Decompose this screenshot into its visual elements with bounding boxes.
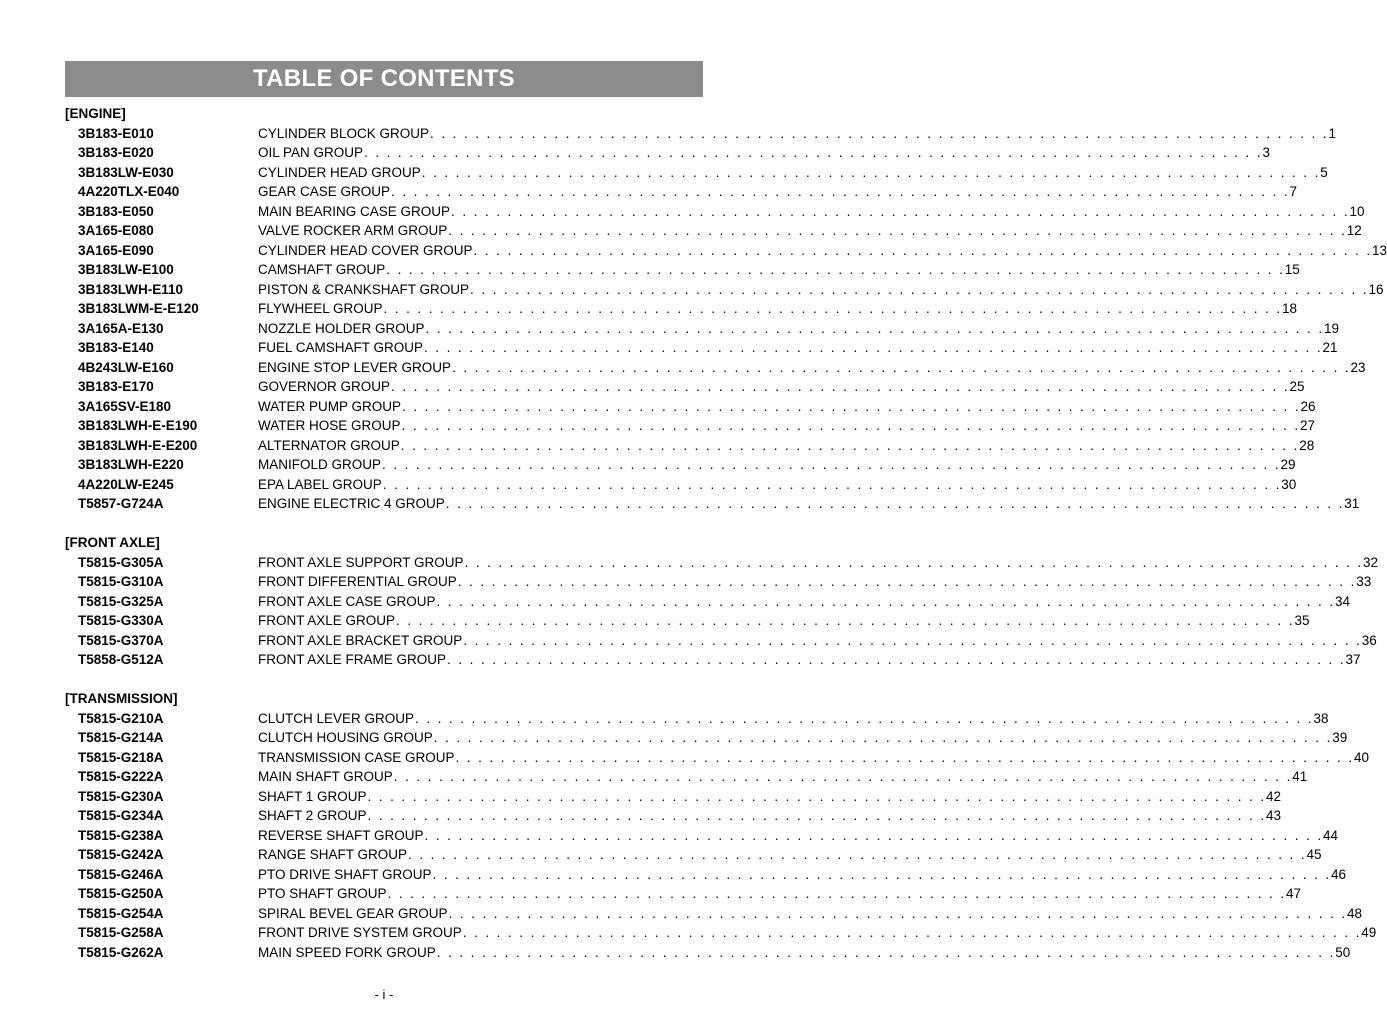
entry-line <box>258 319 1340 339</box>
dot-leader: . . . . . . . . . . . . . . . . . . . . . . . . . . . . . . . . . . . . . . . . . . . . . . . . . . . . . . . . . . . . . . . . . . . . . . . . . . . . . . . . <box>463 632 1362 648</box>
entry-line <box>258 143 1271 163</box>
part-code: 3B183-E010 <box>78 125 154 141</box>
toc-entry[interactable] <box>65 748 1370 768</box>
group-title: NOZZLE HOLDER GROUP <box>258 320 425 336</box>
entry-line <box>258 358 1366 378</box>
entry-line <box>258 767 1308 787</box>
part-code: 4A220TLX-E040 <box>78 184 180 199</box>
dot-leader: . . . . . . . . . . . . . . . . . . . . . . . . . . . . . . . . . . . . . . . . . . . . . . . . . . . . . . . . . . . . . . . . . . . . . . . . . . . . . . . . <box>393 769 1293 784</box>
group-title: CLUTCH LEVER GROUP <box>258 710 415 726</box>
part-code: 3B183LWM-E-E120 <box>78 301 199 316</box>
dot-leader: . . . . . . . . . . . . . . . . . . . . . . . . . . . . . . . . . . . . . . . . . . . . . . . . . . . . . . . . . . . . . . . . . . . . . . . . . . . . . . . . <box>473 242 1373 258</box>
toc-entry[interactable] <box>65 826 1339 846</box>
group-title: FRONT AXLE SUPPORT GROUP <box>258 554 464 570</box>
group-title: OIL PAN GROUP <box>258 145 364 160</box>
group-title: FRONT AXLE GROUP <box>258 613 396 628</box>
page-number: 38 <box>1313 710 1329 726</box>
group-title: FRONT DIFFERENTIAL GROUP <box>258 574 457 589</box>
section-header: [FRONT AXLE] <box>65 535 160 550</box>
toc-entry[interactable] <box>65 280 1384 300</box>
part-code: 3A165A-E130 <box>78 320 164 336</box>
part-code: T5815-G262A <box>78 944 164 960</box>
entry-line <box>258 338 1338 358</box>
dot-leader: . . . . . . . . . . . . . . . . . . . . . . . . . . . . . . . . . . . . . . . . . . . . . . . . . . . . . . . . . . . . . . . . . . . . . . . . . . . . . . . . <box>448 223 1347 238</box>
part-code: 3B183-E140 <box>78 340 154 355</box>
group-title: TRANSMISSION CASE GROUP <box>258 749 455 765</box>
page-title: TABLE OF CONTENTS <box>253 65 515 92</box>
page-number: 48 <box>1347 905 1363 921</box>
entry-line <box>258 163 1328 183</box>
entry-line <box>258 845 1322 865</box>
entry-line <box>258 299 1298 319</box>
dot-leader: . . . . . . . . . . . . . . . . . . . . . . . . . . . . . . . . . . . . . . . . . . . . . . . . . . . . . . . . . . . . . . . . . . . . . . . . . . . . . . . . <box>386 262 1285 277</box>
entry-line <box>258 260 1300 280</box>
page-number: 50 <box>1335 944 1351 960</box>
group-title: SHAFT 2 GROUP <box>258 808 367 823</box>
toc-entry[interactable] <box>65 631 1377 651</box>
page-number: 21 <box>1322 340 1338 355</box>
part-code: 3A165-E090 <box>78 242 154 258</box>
dot-leader: . . . . . . . . . . . . . . . . . . . . . . . . . . . . . . . . . . . . . . . . . . . . . . . . . . . . . . . . . . . . . . . . . . . . . . . . . . . . . . . . <box>432 866 1331 882</box>
part-code: T5815-G242A <box>78 847 164 862</box>
group-title: FRONT AXLE CASE GROUP <box>258 593 436 609</box>
toc-entry[interactable] <box>65 416 1316 436</box>
part-code: T5815-G250A <box>78 886 164 901</box>
part-code: T5815-G310A <box>78 574 164 589</box>
dot-leader: . . . . . . . . . . . . . . . . . . . . . . . . . . . . . . . . . . . . . . . . . . . . . . . . . . . . . . . . . . . . . . . . . . . . . . . . . . . . . . . . <box>396 613 1295 628</box>
entry-line <box>258 377 1305 397</box>
part-code: T5815-G370A <box>78 632 164 648</box>
entry-line <box>258 221 1362 241</box>
part-code: T5858-G512A <box>78 652 164 667</box>
entry-line <box>258 787 1282 807</box>
group-title: FLYWHEEL GROUP <box>258 301 383 316</box>
dot-leader: . . . . . . . . . . . . . . . . . . . . . . . . . . . . . . . . . . . . . . . . . . . . . . . . . . . . . . . . . . . . . . . . . . . . . . . . . . . . . . . . <box>464 554 1364 570</box>
dot-leader: . . . . . . . . . . . . . . . . . . . . . . . . . . . . . . . . . . . . . . . . . . . . . . . . . . . . . . . . . . . . . . . . . . . . . . . . . . . . . . . . <box>451 203 1350 219</box>
group-title: FRONT AXLE FRAME GROUP <box>258 652 447 667</box>
group-title: SHAFT 1 GROUP <box>258 788 367 804</box>
group-title: REVERSE SHAFT GROUP <box>258 827 424 843</box>
group-title: WATER PUMP GROUP <box>258 398 402 414</box>
group-title: RANGE SHAFT GROUP <box>258 847 408 862</box>
toc-entry[interactable] <box>65 163 1328 183</box>
section-header: [TRANSMISSION] <box>65 691 178 706</box>
page-number: 23 <box>1350 359 1366 375</box>
part-code: 3A165SV-E180 <box>78 398 172 414</box>
part-code: 3B183LW-E030 <box>78 164 174 180</box>
entry-line <box>258 124 1337 144</box>
dot-leader: . . . . . . . . . . . . . . . . . . . . . . . . . . . . . . . . . . . . . . . . . . . . . . . . . . . . . . . . . . . . . . . . . . . . . . . . . . . . . . . . <box>382 476 1282 492</box>
toc-entry[interactable] <box>65 767 1308 787</box>
dot-leader: . . . . . . . . . . . . . . . . . . . . . . . . . . . . . . . . . . . . . . . . . . . . . . . . . . . . . . . . . . . . . . . . . . . . . . . . . . . . . . . . <box>436 944 1336 960</box>
part-code: 4A220LW-E245 <box>78 476 174 492</box>
group-title: GOVERNOR GROUP <box>258 379 391 394</box>
entry-line <box>258 416 1316 436</box>
group-title: EPA LABEL GROUP <box>258 476 382 492</box>
toc-entry[interactable] <box>65 592 1351 612</box>
entry-line <box>258 650 1361 670</box>
part-code: T5815-G246A <box>78 866 164 882</box>
dot-leader: . . . . . . . . . . . . . . . . . . . . . . . . . . . . . . . . . . . . . . . . . . . . . . . . . . . . . . . . . . . . . . . . . . . . . . . . . . . . . . . . <box>430 125 1329 141</box>
table-of-contents <box>65 104 1387 982</box>
part-code: 4B243LW-E160 <box>78 359 174 375</box>
group-title: FRONT DRIVE SYSTEM GROUP <box>258 925 462 940</box>
part-code: 3B183LWH-E110 <box>78 281 184 297</box>
group-title: CYLINDER HEAD GROUP <box>258 164 421 180</box>
toc-entry[interactable] <box>65 124 1337 144</box>
toc-section <box>65 533 1379 670</box>
part-code: 3A165-E080 <box>78 223 154 238</box>
group-title: WATER HOSE GROUP <box>258 418 401 433</box>
group-title: GEAR CASE GROUP <box>258 184 391 199</box>
part-code: T5815-G234A <box>78 808 164 823</box>
dot-leader: . . . . . . . . . . . . . . . . . . . . . . . . . . . . . . . . . . . . . . . . . . . . . . . . . . . . . . . . . . . . . . . . . . . . . . . . . . . . . . . . <box>433 730 1333 745</box>
group-title: FRONT AXLE BRACKET GROUP <box>258 632 463 648</box>
toc-entry[interactable] <box>65 455 1296 475</box>
page-number: 42 <box>1266 788 1282 804</box>
part-code: 3B183-E170 <box>78 379 154 394</box>
toc-entry[interactable] <box>65 338 1338 358</box>
part-code: T5815-G330A <box>78 613 164 628</box>
page-number: 28 <box>1299 437 1315 453</box>
page-number: 33 <box>1356 574 1372 589</box>
dot-leader: . . . . . . . . . . . . . . . . . . . . . . . . . . . . . . . . . . . . . . . . . . . . . . . . . . . . . . . . . . . . . . . . . . . . . . . . . . . . . . . . <box>387 886 1286 901</box>
entry-line <box>258 397 1316 417</box>
part-code: T5815-G222A <box>78 769 164 784</box>
group-title: FUEL CAMSHAFT GROUP <box>258 340 424 355</box>
dot-leader: . . . . . . . . . . . . . . . . . . . . . . . . . . . . . . . . . . . . . . . . . . . . . . . . . . . . . . . . . . . . . . . . . . . . . . . . . . . . . . . . <box>462 925 1362 940</box>
entry-line <box>258 611 1310 631</box>
page-number: 31 <box>1344 496 1360 511</box>
page-number: 10 <box>1349 203 1365 219</box>
entry-line <box>258 943 1351 963</box>
group-title: PTO SHAFT GROUP <box>258 886 387 901</box>
entry-line <box>258 475 1297 495</box>
part-code: T5815-G210A <box>78 710 164 726</box>
toc-entry[interactable] <box>65 572 1372 592</box>
page-number: 37 <box>1345 652 1361 667</box>
page-number: 7 <box>1289 184 1298 199</box>
group-title: CLUTCH HOUSING GROUP <box>258 730 433 745</box>
part-code: 3B183LW-E100 <box>78 262 174 277</box>
part-code: T5815-G238A <box>78 827 164 843</box>
part-code: T5815-G214A <box>78 730 164 745</box>
page-number: 19 <box>1324 320 1340 336</box>
entry-line <box>258 884 1302 904</box>
dot-leader: . . . . . . . . . . . . . . . . . . . . . . . . . . . . . . . . . . . . . . . . . . . . . . . . . . . . . . . . . . . . . . . . . . . . . . . . . . . . . . . . <box>367 808 1266 823</box>
dot-leader: . . . . . . . . . . . . . . . . . . . . . . . . . . . . . . . . . . . . . . . . . . . . . . . . . . . . . . . . . . . . . . . . . . . . . . . . . . . . . . . . <box>448 905 1348 921</box>
dot-leader: . . . . . . . . . . . . . . . . . . . . . . . . . . . . . . . . . . . . . . . . . . . . . . . . . . . . . . . . . . . . . . . . . . . . . . . . . . . . . . . . <box>455 749 1354 765</box>
dot-leader: . . . . . . . . . . . . . . . . . . . . . . . . . . . . . . . . . . . . . . . . . . . . . . . . . . . . . . . . . . . . . . . . . . . . . . . . . . . . . . . . <box>452 359 1351 375</box>
entry-line <box>258 806 1282 826</box>
page-number: 15 <box>1284 262 1300 277</box>
toc-entry[interactable] <box>65 299 1298 319</box>
part-code: 3B183LWH-E220 <box>78 457 184 472</box>
part-code: T5815-G218A <box>78 749 164 765</box>
toc-entry[interactable] <box>65 904 1363 924</box>
page-number: 29 <box>1280 457 1296 472</box>
page-number: 18 <box>1282 301 1298 316</box>
page-number: 1 <box>1328 125 1337 141</box>
entry-line <box>258 904 1363 924</box>
toc-entry[interactable] <box>65 494 1360 514</box>
toc-entry[interactable] <box>65 358 1366 378</box>
entry-line <box>258 592 1351 612</box>
entry-line <box>258 826 1339 846</box>
toc-entry[interactable] <box>65 806 1282 826</box>
toc-entry[interactable] <box>65 475 1297 495</box>
part-code: 3B183LWH-E-E190 <box>78 418 198 433</box>
page-number: 45 <box>1306 847 1322 862</box>
entry-line <box>258 202 1365 222</box>
toc-entry[interactable] <box>65 319 1340 339</box>
page-number: 44 <box>1323 827 1339 843</box>
dot-leader: . . . . . . . . . . . . . . . . . . . . . . . . . . . . . . . . . . . . . . . . . . . . . . . . . . . . . . . . . . . . . . . . . . . . . . . . . . . . . . . . <box>367 788 1266 804</box>
entry-line <box>258 494 1360 514</box>
page-number: 35 <box>1294 613 1310 628</box>
dot-leader: . . . . . . . . . . . . . . . . . . . . . . . . . . . . . . . . . . . . . . . . . . . . . . . . . . . . . . . . . . . . . . . . . . . . . . . . . . . . . . . . <box>408 847 1307 862</box>
toc-entry[interactable] <box>65 241 1387 261</box>
toc-entry[interactable] <box>65 923 1377 943</box>
entry-line <box>258 923 1377 943</box>
entry-line <box>258 748 1370 768</box>
group-title: PTO DRIVE SHAFT GROUP <box>258 866 432 882</box>
page-number: 32 <box>1363 554 1379 570</box>
part-code: T5815-G305A <box>78 554 164 570</box>
dot-leader: . . . . . . . . . . . . . . . . . . . . . . . . . . . . . . . . . . . . . . . . . . . . . . . . . . . . . . . . . . . . . . . . . . . . . . . . . . . . . . . . <box>383 301 1282 316</box>
entry-line <box>258 728 1348 748</box>
page-number: 40 <box>1354 749 1370 765</box>
page-number: 5 <box>1320 164 1328 180</box>
toc-entry[interactable] <box>65 221 1362 241</box>
toc-entry[interactable] <box>65 709 1329 729</box>
toc-entry[interactable] <box>65 143 1271 163</box>
dot-leader: . . . . . . . . . . . . . . . . . . . . . . . . . . . . . . . . . . . . . . . . . . . . . . . . . . . . . . . . . . . . . . . . . . . . . . . . . . . . . . . . <box>421 164 1321 180</box>
group-title: ALTERNATOR GROUP <box>258 437 400 453</box>
group-title: CYLINDER HEAD COVER GROUP <box>258 242 473 258</box>
dot-leader: . . . . . . . . . . . . . . . . . . . . . . . . . . . . . . . . . . . . . . . . . . . . . . . . . . . . . . . . . . . . . . . . . . . . . . . . . . . . . . . . <box>447 652 1346 667</box>
dot-leader: . . . . . . . . . . . . . . . . . . . . . . . . . . . . . . . . . . . . . . . . . . . . . . . . . . . . . . . . . . . . . . . . . . . . . . . . . . . . . . . . <box>424 340 1323 355</box>
dot-leader: . . . . . . . . . . . . . . . . . . . . . . . . . . . . . . . . . . . . . . . . . . . . . . . . . . . . . . . . . . . . . . . . . . . . . . . . . . . . . . . . <box>400 437 1300 453</box>
toc-entry[interactable] <box>65 728 1348 748</box>
group-title: CAMSHAFT GROUP <box>258 262 386 277</box>
page-number: 27 <box>1299 418 1316 433</box>
page-number: 26 <box>1300 398 1316 414</box>
group-title: CYLINDER BLOCK GROUP <box>258 125 430 141</box>
part-code: 3B183-E050 <box>78 203 154 219</box>
group-title: SPIRAL BEVEL GEAR GROUP <box>258 905 448 921</box>
dot-leader: . . . . . . . . . . . . . . . . . . . . . . . . . . . . . . . . . . . . . . . . . . . . . . . . . . . . . . . . . . . . . . . . . . . . . . . . . . . . . . . . <box>402 398 1301 414</box>
entry-line <box>258 436 1315 456</box>
dot-leader: . . . . . . . . . . . . . . . . . . . . . . . . . . . . . . . . . . . . . . . . . . . . . . . . . . . . . . . . . . . . . . . . . . . . . . . . . . . . . . . . <box>457 574 1357 589</box>
dot-leader: . . . . . . . . . . . . . . . . . . . . . . . . . . . . . . . . . . . . . . . . . . . . . . . . . . . . . . . . . . . . . . . . . . . . . . . . . . . . . . . . <box>364 145 1263 160</box>
dot-leader: . . . . . . . . . . . . . . . . . . . . . . . . . . . . . . . . . . . . . . . . . . . . . . . . . . . . . . . . . . . . . . . . . . . . . . . . . . . . . . . . <box>470 281 1369 297</box>
group-title: ENGINE ELECTRIC 4 GROUP <box>258 496 445 511</box>
toc-entry[interactable] <box>65 865 1347 885</box>
entry-line <box>258 709 1329 729</box>
section-header: [ENGINE] <box>65 106 126 121</box>
entry-line <box>258 280 1384 300</box>
page-number: 46 <box>1331 866 1347 882</box>
toc-entry[interactable] <box>65 436 1315 456</box>
part-code: 3B183LWH-E-E200 <box>78 437 198 453</box>
page-number: 47 <box>1286 886 1302 901</box>
toc-entry[interactable] <box>65 884 1302 904</box>
toc-entry[interactable] <box>65 553 1379 573</box>
group-title: PISTON & CRANKSHAFT GROUP <box>258 281 470 297</box>
dot-leader: . . . . . . . . . . . . . . . . . . . . . . . . . . . . . . . . . . . . . . . . . . . . . . . . . . . . . . . . . . . . . . . . . . . . . . . . . . . . . . . . <box>445 496 1345 511</box>
toc-entry[interactable] <box>65 943 1351 963</box>
page-number: 12 <box>1346 223 1362 238</box>
page-number: 13 <box>1372 242 1387 258</box>
part-code: T5815-G325A <box>78 593 164 609</box>
entry-line <box>258 455 1296 475</box>
part-code: T5815-G254A <box>78 905 164 921</box>
group-title: MAIN BEARING CASE GROUP <box>258 203 451 219</box>
toc-entry[interactable] <box>65 787 1282 807</box>
dot-leader: . . . . . . . . . . . . . . . . . . . . . . . . . . . . . . . . . . . . . . . . . . . . . . . . . . . . . . . . . . . . . . . . . . . . . . . . . . . . . . . . <box>424 827 1324 843</box>
dot-leader: . . . . . . . . . . . . . . . . . . . . . . . . . . . . . . . . . . . . . . . . . . . . . . . . . . . . . . . . . . . . . . . . . . . . . . . . . . . . . . . . <box>382 457 1281 472</box>
toc-section <box>65 104 1387 514</box>
group-title: MANIFOLD GROUP <box>258 457 382 472</box>
dot-leader: . . . . . . . . . . . . . . . . . . . . . . . . . . . . . . . . . . . . . . . . . . . . . . . . . . . . . . . . . . . . . . . . . . . . . . . . . . . . . . . . <box>391 184 1290 199</box>
entry-line <box>258 553 1379 573</box>
part-code: T5815-G230A <box>78 788 164 804</box>
entry-line <box>258 182 1298 202</box>
page-number: 16 <box>1368 281 1384 297</box>
entry-line <box>258 865 1347 885</box>
toc-entry[interactable] <box>65 182 1298 202</box>
page-number: 49 <box>1361 925 1377 940</box>
page-number: 34 <box>1335 593 1351 609</box>
entry-line <box>258 572 1372 592</box>
dot-leader: . . . . . . . . . . . . . . . . . . . . . . . . . . . . . . . . . . . . . . . . . . . . . . . . . . . . . . . . . . . . . . . . . . . . . . . . . . . . . . . . <box>401 418 1300 433</box>
page-number: 43 <box>1266 808 1282 823</box>
part-code: T5815-G258A <box>78 925 164 940</box>
entry-line <box>258 631 1377 651</box>
page-number: 41 <box>1292 769 1308 784</box>
page-number: 36 <box>1361 632 1377 648</box>
dot-leader: . . . . . . . . . . . . . . . . . . . . . . . . . . . . . . . . . . . . . . . . . . . . . . . . . . . . . . . . . . . . . . . . . . . . . . . . . . . . . . . . <box>436 593 1336 609</box>
page-number: 39 <box>1332 730 1348 745</box>
dot-leader: . . . . . . . . . . . . . . . . . . . . . . . . . . . . . . . . . . . . . . . . . . . . . . . . . . . . . . . . . . . . . . . . . . . . . . . . . . . . . . . . <box>415 710 1314 726</box>
page-number: 3 <box>1262 145 1271 160</box>
toc-section <box>65 689 1377 962</box>
toc-entry[interactable] <box>65 202 1365 222</box>
toc-entry[interactable] <box>65 845 1322 865</box>
page-number: 30 <box>1281 476 1297 492</box>
part-code: T5857-G724A <box>78 496 164 511</box>
entry-line <box>258 241 1387 261</box>
title-banner <box>65 61 703 97</box>
toc-entry[interactable] <box>65 650 1361 670</box>
group-title: MAIN SHAFT GROUP <box>258 769 393 784</box>
group-title: ENGINE STOP LEVER GROUP <box>258 359 452 375</box>
page-number: 25 <box>1289 379 1305 394</box>
toc-entry[interactable] <box>65 260 1300 280</box>
dot-leader: . . . . . . . . . . . . . . . . . . . . . . . . . . . . . . . . . . . . . . . . . . . . . . . . . . . . . . . . . . . . . . . . . . . . . . . . . . . . . . . . <box>391 379 1290 394</box>
dot-leader: . . . . . . . . . . . . . . . . . . . . . . . . . . . . . . . . . . . . . . . . . . . . . . . . . . . . . . . . . . . . . . . . . . . . . . . . . . . . . . . . <box>425 320 1324 336</box>
toc-entry[interactable] <box>65 377 1305 397</box>
toc-entry[interactable] <box>65 397 1316 417</box>
group-title: MAIN SPEED FORK GROUP <box>258 944 436 960</box>
group-title: VALVE ROCKER ARM GROUP <box>258 223 448 238</box>
toc-entry[interactable] <box>65 611 1310 631</box>
page-number-footer: - i - <box>374 987 394 1002</box>
part-code: 3B183-E020 <box>78 145 154 160</box>
